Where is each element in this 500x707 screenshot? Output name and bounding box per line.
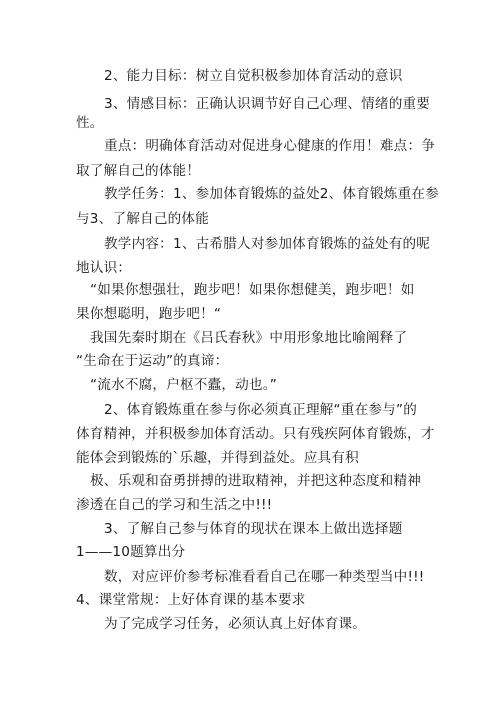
text-line: 3、情感目标：正确认识调节好自己心理、情绪的重要 — [104, 96, 431, 112]
text-line: 取了解自己的体能！ — [76, 163, 201, 179]
text-line: 极、乐观和奋勇拼搏的进取精神，并把这种态度和精神 — [90, 473, 422, 489]
text-line: 为了完成学习任务，必须认真上好体育课。 — [104, 616, 367, 632]
text-line: 2、体育锻炼重在参与你必须真正理解“重在参与”的 — [104, 402, 418, 418]
text-line: 教学内容：1、古希腊人对参加体育锻炼的益处有的呢 — [104, 236, 431, 252]
text-line: “流水不腐，户枢不蠹，动也。” — [90, 377, 278, 393]
text-line: 教学任务：1、参加体育锻炼的益处2、体育锻炼重在参 — [104, 186, 439, 202]
text-line: 渗透在自己的学习和生活之中!!! — [76, 497, 273, 513]
text-line: 数，对应评价参考标准看看自己在哪一种类型当中!!! — [104, 569, 425, 585]
text-line: 重点：明确体育活动对促进身心健康的作用！难点：争 — [104, 138, 436, 154]
text-line: 2、能力目标：树立自觉积极参加体育活动的意识 — [104, 68, 403, 84]
text-line: 我国先秦时期在《吕氏春秋》中用形象地比喻阐释了 — [90, 330, 408, 346]
text-line: “生命在于运动”的真谛： — [76, 353, 229, 369]
text-line: 能体会到锻炼的`乐趣，并得到益处。应具有积 — [76, 450, 359, 466]
text-line: 3、了解自己参与体育的现状在课本上做出选择题 — [104, 521, 403, 537]
text-line: 性。 — [76, 115, 104, 131]
text-line: 4、课堂常规：上好体育课的基本要求 — [76, 592, 306, 608]
text-line: 体育精神，并积极参加体育活动。只有残疾阿体育锻炼，才 — [76, 426, 435, 442]
text-line: “如果你想强壮，跑步吧！如果你想健美，跑步吧！如 — [90, 282, 415, 298]
text-line: 地认识： — [76, 260, 132, 276]
text-line: 与3、了解自己的体能 — [76, 211, 209, 227]
text-line: 果你想聪明，跑步吧！“ — [76, 306, 222, 322]
text-line: 1——10题算出分 — [76, 544, 186, 560]
